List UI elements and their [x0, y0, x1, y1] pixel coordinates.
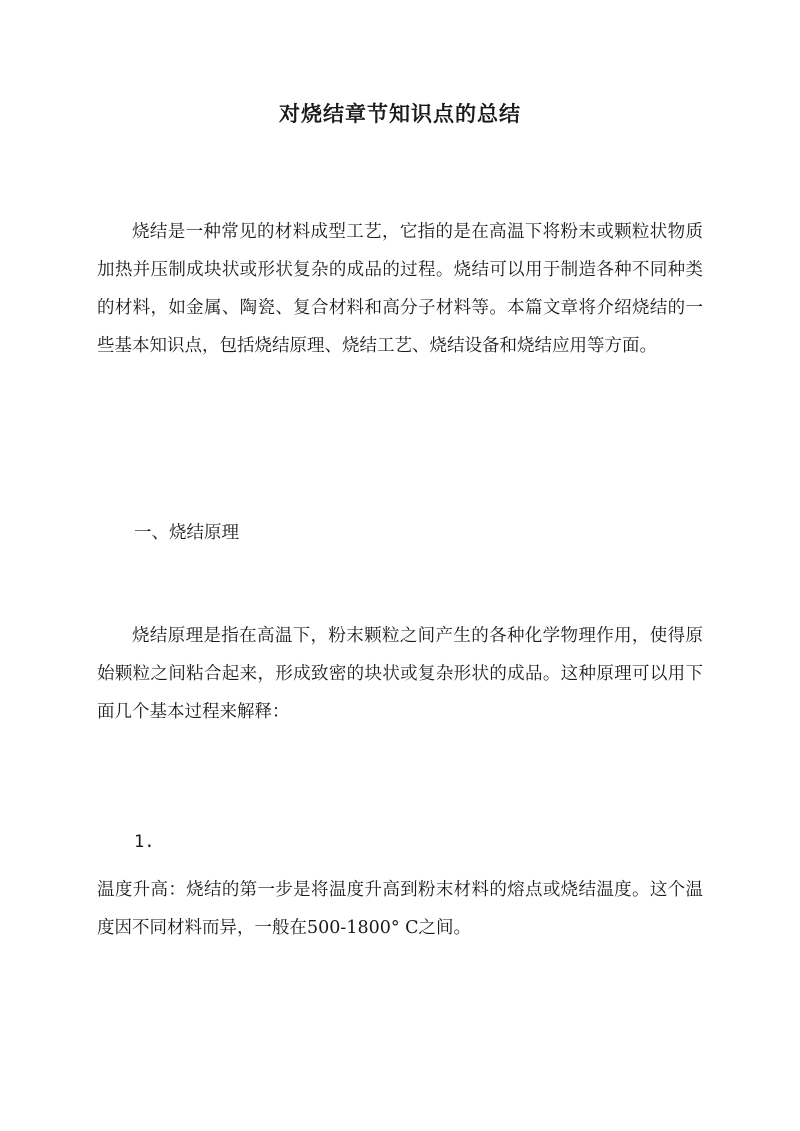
document-title: 对烧结章节知识点的总结	[279, 101, 521, 126]
principle-paragraph: 烧结原理是指在高温下，粉末颗粒之间产生的各种化学物理作用，使得原始颗粒之间粘合起来，形成致密的块状或复杂形状的成品。这种原理可以用下面几个基本过程来解释：	[97, 626, 703, 722]
section-heading-principle: 一、烧结原理	[134, 523, 239, 543]
list-item-number: 1.	[134, 832, 155, 852]
list-item-text: 温度升高：烧结的第一步是将温度升高到粉末材料的熔点或烧结温度。这个温度因不同材料而异，一般在500-1800° C之间。	[97, 880, 703, 938]
intro-paragraph: 烧结是一种常见的材料成型工艺，它指的是在高温下将粉末或颗粒状物质加热并压制成块状或形状复杂的成品的过程。烧结可以用于制造各种不同种类的材料，如金属、陶瓷、复合材料和高分子材料等。本篇文章将介绍烧结的一些基本知识点，包括烧结原理、烧结工艺、烧结设备和烧结应用等方面。	[97, 222, 703, 356]
